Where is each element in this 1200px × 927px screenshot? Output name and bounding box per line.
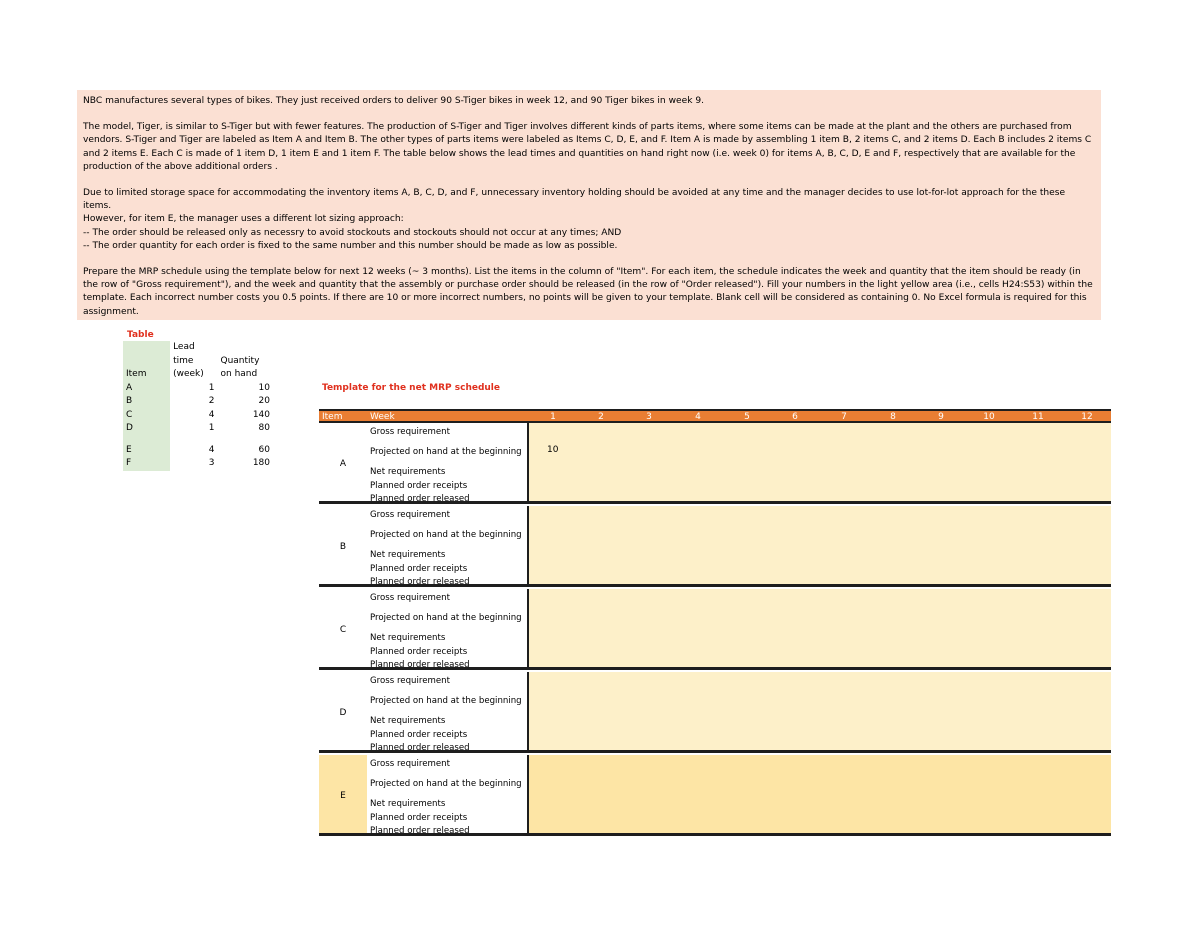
net-requirements-label: Net requirements: [370, 716, 446, 726]
projected-on-hand-label: Projected on hand at the beginning: [370, 779, 522, 789]
mrp-block-e: [319, 755, 1111, 836]
table-row: [123, 382, 273, 396]
gross-requirement-label: Gross requirement: [370, 510, 450, 520]
qty-cell[interactable]: 20: [258, 396, 270, 406]
item-cell[interactable]: B: [123, 395, 170, 409]
planned-receipts-label: Planned order receipts: [370, 481, 468, 491]
lead-cell[interactable]: 4: [208, 444, 215, 455]
item-cell[interactable]: F: [123, 457, 170, 471]
table-cell[interactable]: [218, 436, 274, 444]
lead-cell[interactable]: 1: [208, 382, 215, 393]
instructions-paragraph-4: Prepare the MRP schedule using the template below for next 12 weeks (~ 3 months). List the items in the column of "Item". For each item, the schedule indicates the week and quantity that the item should be ready (in the row of "Gross requirement"), and the week and quantity that the assembly or purchase order should be released (in the row of "Order released"). Fill your numbers in the light yellow area (i.e., cells H24:S53) within the template. Each incorrect number costs you 0.5 points. If there are 10 or more incorrect numbers, no points will be given to your template. Blank cell will be considered as containing 0. No Excel formula is required for this assignment.: [83, 267, 1093, 317]
table-cell: [218, 341, 274, 355]
mrp-input-area[interactable]: [529, 506, 1111, 584]
lead-table-title: Table: [127, 330, 154, 340]
table-cell[interactable]: [123, 436, 170, 444]
instructions-paragraph-3-line-2: However, for item E, the manager uses a different lot sizing approach:: [83, 214, 404, 225]
mrp-item-label: C: [339, 625, 347, 635]
lead-header-line-2: time: [173, 355, 194, 366]
table-row: [123, 436, 273, 444]
projected-on-hand-label: Projected on hand at the beginning: [370, 696, 522, 706]
instructions-paragraph-3-line-4: -- The order quantity for each order is fixed to the same number and this number should be made as low as possible.: [83, 240, 618, 251]
planned-released-label: Planned order released: [370, 577, 470, 587]
week-header-7: 7: [841, 412, 847, 422]
mrp-input-area[interactable]: [529, 423, 1111, 501]
table-cell[interactable]: [123, 355, 170, 369]
projected-on-hand-label: Projected on hand at the beginning: [370, 613, 522, 623]
week-header-5: 5: [744, 412, 750, 422]
qty-cell[interactable]: 140: [252, 409, 270, 420]
lead-cell[interactable]: 2: [208, 396, 215, 406]
week-header-8: 8: [890, 412, 896, 422]
mrp-item-label: B: [339, 542, 347, 552]
instructions-paragraph-3-line-3: -- The order should be released only as necessry to avoid stockouts and stockouts should not occur at any times; AND: [83, 227, 622, 238]
net-requirements-label: Net requirements: [370, 550, 446, 560]
mrp-header-row: [319, 409, 1111, 423]
net-requirements-label: Net requirements: [370, 633, 446, 643]
week-header-4: 4: [695, 412, 701, 422]
table-cell[interactable]: [123, 341, 170, 355]
lead-header-line-1: Lead: [173, 342, 195, 352]
item-cell[interactable]: A: [123, 382, 170, 396]
mrp-row-labels: [367, 506, 529, 587]
mrp-item-cell: [319, 506, 367, 584]
item-cell[interactable]: E: [123, 444, 170, 458]
planned-released-label: Planned order released: [370, 494, 470, 504]
mrp-item-cell: [319, 589, 367, 667]
mrp-row-labels: [367, 755, 529, 836]
mrp-row-labels: [367, 672, 529, 753]
gross-requirement-label: Gross requirement: [370, 759, 450, 769]
mrp-block-d: [319, 672, 1111, 753]
gross-requirement-label: Gross requirement: [370, 427, 450, 437]
week-header-6: 6: [792, 412, 798, 422]
qty-header-line-2: on hand: [220, 369, 258, 379]
mrp-block-a: [319, 423, 1111, 504]
projected-on-hand-label: Projected on hand at the beginning: [370, 530, 522, 540]
qty-cell[interactable]: 80: [258, 423, 270, 433]
table-row: [123, 457, 273, 471]
projected-on-hand-label: Projected on hand at the beginning: [370, 447, 522, 457]
week-header-2: 2: [598, 412, 604, 422]
qty-header-line-1: Quantity: [220, 355, 260, 366]
qty-cell[interactable]: 10: [258, 382, 270, 393]
gross-requirement-label: Gross requirement: [370, 593, 450, 603]
planned-receipts-label: Planned order receipts: [370, 564, 468, 574]
lead-cell[interactable]: 3: [208, 458, 215, 468]
lead-cell[interactable]: 1: [208, 423, 215, 433]
mrp-template-title: Template for the net MRP schedule: [322, 383, 500, 393]
gross-requirement-label: Gross requirement: [370, 676, 450, 686]
lead-cell[interactable]: 4: [208, 409, 215, 420]
week-header-10: 10: [983, 412, 995, 422]
mrp-item-cell: [319, 672, 367, 750]
mrp-row-labels: [367, 589, 529, 670]
mrp-item-cell: [319, 755, 367, 833]
projected-on-hand-week-1[interactable]: 10: [547, 445, 559, 455]
planned-released-label: Planned order released: [370, 743, 470, 753]
mrp-item-cell: [319, 423, 367, 501]
lead-header-line-3: (week): [173, 369, 204, 379]
mrp-header-item: Item: [322, 412, 343, 422]
planned-released-label: Planned order released: [370, 826, 470, 836]
mrp-block-c: [319, 589, 1111, 670]
mrp-input-area[interactable]: [529, 672, 1111, 750]
net-requirements-label: Net requirements: [370, 467, 446, 477]
item-cell[interactable]: C: [123, 409, 170, 423]
mrp-header-week: Week: [370, 412, 395, 422]
table-cell[interactable]: [170, 436, 217, 444]
week-header-1: 1: [550, 412, 556, 422]
table-row: [123, 422, 273, 436]
mrp-input-area[interactable]: [529, 589, 1111, 667]
mrp-item-label: E: [340, 791, 346, 801]
instructions-box: [77, 90, 1101, 320]
planned-receipts-label: Planned order receipts: [370, 813, 468, 823]
planned-receipts-label: Planned order receipts: [370, 730, 468, 740]
item-header: Item: [123, 368, 170, 382]
mrp-item-label: A: [339, 459, 347, 469]
week-header-9: 9: [938, 412, 944, 422]
week-header-12: 12: [1081, 412, 1093, 422]
qty-cell[interactable]: 180: [252, 458, 270, 468]
week-header-11: 11: [1032, 412, 1044, 422]
instructions-paragraph-3-line-1: Due to limited storage space for accommodating the inventory items A, B, C, D, and F, unnecessary inventory holding should be avoided at any time and the manager decides to use lot-for-lot approach for the these items.: [83, 188, 1066, 212]
mrp-item-label: D: [339, 708, 347, 718]
qty-cell[interactable]: 60: [258, 444, 270, 455]
planned-receipts-label: Planned order receipts: [370, 647, 468, 657]
net-requirements-label: Net requirements: [370, 799, 446, 809]
mrp-block-b: [319, 506, 1111, 587]
table-row: [123, 409, 273, 423]
lead-time-table: [123, 341, 273, 471]
item-cell[interactable]: D: [123, 422, 170, 436]
table-row: [123, 395, 273, 409]
mrp-row-labels: [367, 423, 529, 504]
week-header-3: 3: [646, 412, 652, 422]
instructions-paragraph-1: NBC manufactures several types of bikes. They just received orders to deliver 90 S-Tiger bikes in week 12, and 90 Tiger bikes in week 9.: [83, 96, 705, 106]
instructions-paragraph-2: The model, Tiger, is similar to S-Tiger but with fewer features. The production of S-Tiger and Tiger involves different kinds of parts items, where some items can be made at the plant and the others are purchased from vendors. S-Tiger and Tiger are labeled as Item A and Item B. The other types of parts items were labeled as Items C, D, E, and F. Item A is made by assembling 1 item B, 2 items C, and 2 items D. Each B includes 2 items C and 2 items E. Each C is made of 1 item D, 1 item E and 1 item F. The table below shows the lead times and quantities on hand right now (i.e. week 0) for items A, B, C, D, E and F, respectively that are available for the production of the above additional orders .: [83, 122, 1092, 172]
planned-released-label: Planned order released: [370, 660, 470, 670]
mrp-input-area[interactable]: [529, 755, 1111, 833]
table-row: [123, 444, 273, 458]
